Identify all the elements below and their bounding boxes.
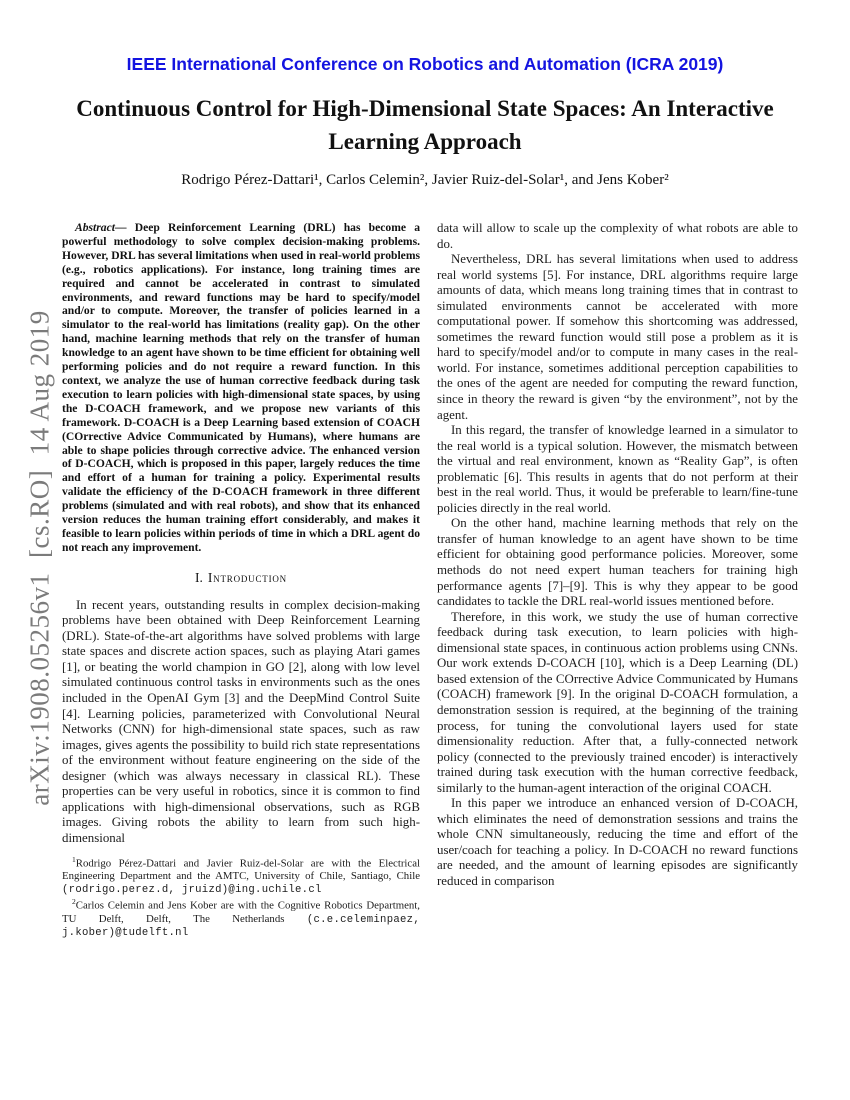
body-paragraph: Therefore, in this work, we study the use of human corrective feedback during task execution, to learn policies with high-dimensional state spaces, in continuous action problems using CNNs. Our work extends D-COACH [10], which is a Deep Learning (DL) based extension of the COrrective Advice Communicated by Humans (COACH) framework [9]. In the original D-COACH formulation, a demonstration session is required, at the beginning of the training process, for tuning the convolutional layers used for state dimensionality reduction. After that, a fully-connected network policy (connected to the previously trained encoder) is interactively trained during task execution with the human corrective feedback, similarly to the human-agent interaction of the original COACH. bbox=[437, 609, 798, 795]
footnote-email: (rodrigo.perez.d, jruizd)@ing.uchile.cl bbox=[62, 883, 322, 896]
body-paragraph: In this paper we introduce an enhanced version of D-COACH, which eliminates the need of demonstration sessions and trains the whole CNN simultaneously, reducing the time and effort of the user/coach for teaching a policy. In D-COACH no reward functions are needed, and the amount of learning episodes are significantly reduced in comparison bbox=[437, 796, 798, 888]
paper-title-line1: Continuous Control for High-Dimensional State Spaces: An Interactive bbox=[76, 96, 774, 121]
footnote-marker: 1 bbox=[72, 854, 76, 864]
right-column bbox=[437, 221, 798, 940]
footnote-text: Carlos Celemin and Jens Kober are with the Cognitive Robotics Department, TU Delft, Delft, The Netherlands bbox=[62, 899, 420, 925]
section-number: I. bbox=[195, 569, 203, 585]
arxiv-watermark: arXiv:1908.05256v1 [cs.RO] 14 Aug 2019 bbox=[24, 310, 55, 806]
footnote-email: (c.e.celeminpaez, j.kober)@tudelft.nl bbox=[62, 913, 420, 940]
paper-title-line2: Learning Approach bbox=[328, 129, 522, 154]
intro-paragraph: In recent years, outstanding results in complex decision-making problems have been obtained with Deep Reinforcement Learning (DRL). State-of-the-art algorithms have solved problems with large state spaces and discrete action spaces, such as playing Atari games [1], or beating the world champion in GO [2], along with low level simulated continuous control tasks in environments such as the ones included in the OpenAI Gym [3] and the DeepMind Control Suite [4]. Learning policies, parameterized with Convolutional Neural Networks (CNN) for high-dimensional state spaces, such as raw images, gives agents the possibility to build rich state representations of the environment without feature engineering on the side of the designer (which was always necessary in classical RL). These properties can be very useful in robotics, since it is common to find applications with high-dimensional observations, such as RGB images. Giving robots the ability to learn from such high-dimensional bbox=[62, 597, 420, 845]
footnote-affiliation-1 bbox=[62, 854, 420, 897]
footnote-affiliation-2 bbox=[62, 896, 420, 940]
abstract-text: Deep Reinforcement Learning (DRL) has become a powerful methodology to solve complex decision-making problems. However, DRL has several limitations when used in real-world problems (e.g., robotics applications). For instance, long training times are required and cannot be accelerated in contrast to simulated environments, and reward functions may be hard to specify/model and/or to compute. Moreover, the transfer of policies learned in a simulator to the real-world has limitations (reality gap). On the other hand, machine learning methods that rely on the transfer of human knowledge to an agent have shown to be time efficient for obtaining well performing policies and do not require a reward function. In this context, we analyze the use of human corrective feedback during task execution to learn policies with high-dimensional state spaces, by using the D-COACH framework, and we propose new variants of this framework. D-COACH is a Deep Learning based extension of COACH (COrrective Advice Communicated by Humans), where humans are able to shape policies through corrective advice. The enhanced version of D-COACH, which is proposed in this paper, largely reduces the time and effort of a human for training a policy. Experimental results validate the efficiency of the D-COACH framework in three different problems (simulated and with real robots), and show that its enhanced version reduces the human training effort considerably, and makes it feasible to learn policies within periods of time in which a DRL agent do not reach any improvement. bbox=[62, 221, 420, 554]
body-paragraph: data will allow to scale up the complexity of what robots are able to do. bbox=[437, 221, 798, 251]
section-heading-introduction bbox=[62, 570, 420, 586]
paper-title bbox=[0, 92, 850, 158]
authors-line: Rodrigo Pérez-Dattari¹, Carlos Celemin², Javier Ruiz-del-Solar¹, and Jens Kober² bbox=[181, 172, 669, 188]
body-paragraph: In this regard, the transfer of knowledge learned in a simulator to the real world is a typical solution. However, the mismatch between the virtual and real environment, known as “Reality Gap”, is often problematic [6]. This results in agents that do not perform at their best in the real world. Thus, it would be preferable to learn/fine-tune policies directly in the real world. bbox=[437, 423, 798, 515]
footnote-marker: 2 bbox=[72, 897, 76, 907]
footnotes bbox=[62, 854, 420, 940]
abstract bbox=[62, 221, 420, 555]
conference-header: IEEE International Conference on Robotics and Automation (ICRA 2019) bbox=[126, 54, 724, 74]
section-title: Introduction bbox=[207, 569, 287, 585]
abstract-label: Abstract— bbox=[75, 221, 135, 234]
body-paragraph: On the other hand, machine learning methods that rely on the transfer of human knowledge to an agent have shown to be time efficient for obtaining good performance policies. Moreover, some methods do not need expert human teachers for training high performance agents [7]–[9]. This is why they appear to be good candidates to tackle the DRL real-world issues mentioned before. bbox=[437, 516, 798, 609]
two-column-body bbox=[62, 221, 798, 940]
body-paragraph: Nevertheless, DRL has several limitations when used to address real world systems [5]. For instance, DRL algorithms require large amounts of data, which means long training times that in contrast to simulated environments cannot be accelerated with more computational power. If somehow this shortcoming was addressed, sometimes the reward function would still pose a problem as it is hard to specify/model and/or to compute in many cases in the real-world. For instance, sometimes additional perception capabilities to the ones of the agent are needed for computing the reward function, since in theory the reward is given “by the environment”, not by the agent. bbox=[437, 252, 798, 422]
footnote-text: Rodrigo Pérez-Dattari and Javier Ruiz-del-Solar are with the Electrical Engineering Department and the AMTC, University of Chile, Santiago, Chile bbox=[62, 857, 420, 882]
left-column bbox=[62, 221, 420, 940]
